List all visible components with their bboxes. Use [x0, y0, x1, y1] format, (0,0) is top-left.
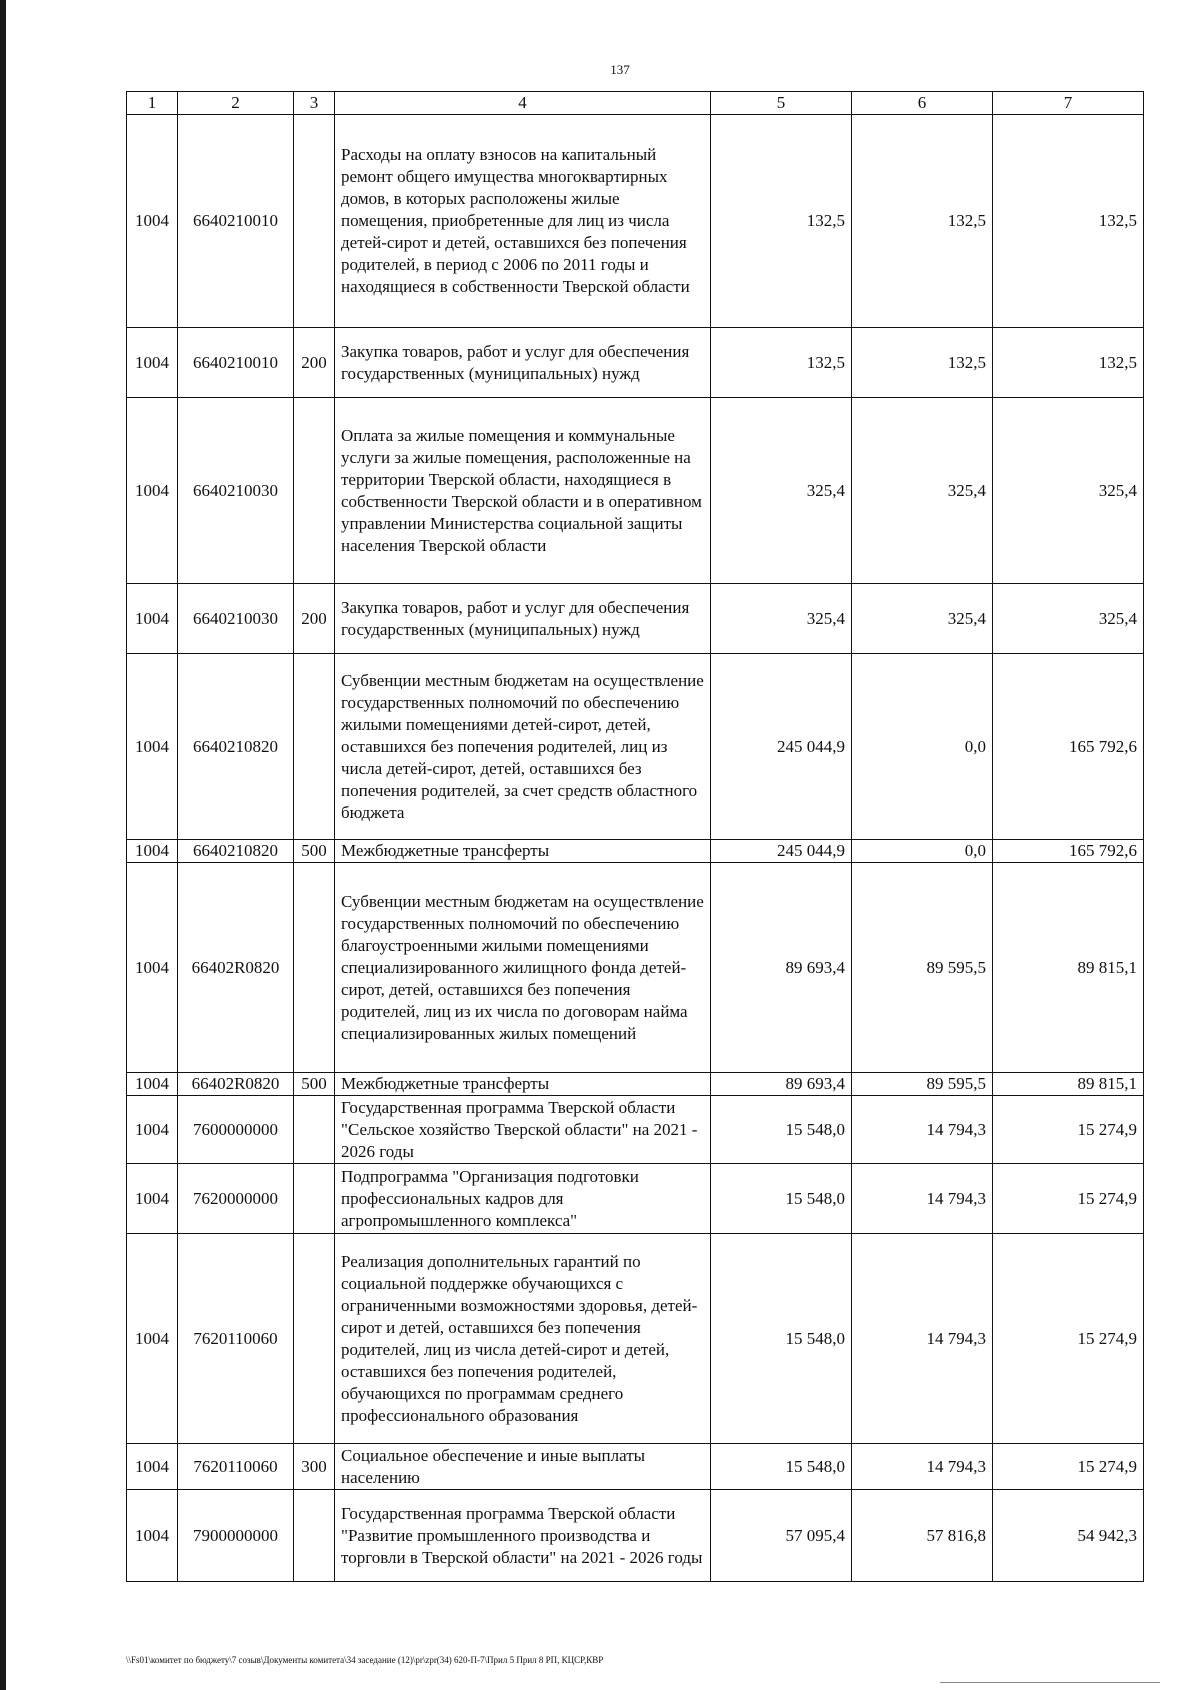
cell-vr	[294, 654, 335, 840]
cell-year-1: 57 095,4	[711, 1490, 852, 1582]
footer-file-path: \\Fs01\комитет по бюджету\7 созыв\Документы комитета\34 заседание (12)\pr\zpr(34) 620-П-7\Прил 5 Прил 8 РП, КЦСР,КВР	[126, 1655, 604, 1665]
cell-year-1: 15 548,0	[711, 1444, 852, 1490]
cell-csr: 7620110060	[178, 1444, 294, 1490]
table-row	[127, 328, 1144, 398]
cell-name: Субвенции местным бюджетам на осуществление государственных полномочий по обеспечению жилыми помещениями детей-сирот, детей, оставшихся без попечения родителей, лиц из числа детей-сирот, детей, оставшихся без попечения родителей, за счет средств областного бюджета	[335, 654, 711, 840]
cell-csr: 7620000000	[178, 1164, 294, 1234]
cell-year-2: 57 816,8	[852, 1490, 993, 1582]
cell-year-1: 132,5	[711, 115, 852, 328]
cell-year-3: 325,4	[993, 398, 1144, 584]
header-row	[127, 92, 1144, 115]
cell-razdel: 1004	[127, 840, 178, 863]
cell-vr: 300	[294, 1444, 335, 1490]
cell-vr	[294, 1490, 335, 1582]
cell-razdel: 1004	[127, 1490, 178, 1582]
cell-razdel: 1004	[127, 654, 178, 840]
cell-year-1: 15 548,0	[711, 1164, 852, 1234]
table-row	[127, 584, 1144, 654]
cell-razdel: 1004	[127, 328, 178, 398]
cell-year-3: 15 274,9	[993, 1234, 1144, 1444]
cell-razdel: 1004	[127, 1096, 178, 1164]
header-col-5: 5	[711, 92, 852, 115]
cell-name: Расходы на оплату взносов на капитальный ремонт общего имущества многоквартирных домов, в которых расположены жилые помещения, приобретенные для лиц из числа детей-сирот и детей, оставшихся без попечения родителей, в период с 2006 по 2011 годы и находящиеся в собственности Тверской области	[335, 115, 711, 328]
cell-year-2: 132,5	[852, 115, 993, 328]
cell-razdel: 1004	[127, 1234, 178, 1444]
table-row	[127, 115, 1144, 328]
cell-vr	[294, 863, 335, 1073]
cell-razdel: 1004	[127, 584, 178, 654]
cell-razdel: 1004	[127, 863, 178, 1073]
table-row	[127, 654, 1144, 840]
table-row	[127, 840, 1144, 863]
cell-razdel: 1004	[127, 115, 178, 328]
table-row	[127, 1164, 1144, 1234]
cell-year-3: 15 274,9	[993, 1096, 1144, 1164]
cell-name: Социальное обеспечение и иные выплаты населению	[335, 1444, 711, 1490]
cell-vr: 200	[294, 584, 335, 654]
table-row	[127, 1444, 1144, 1490]
cell-csr: 7900000000	[178, 1490, 294, 1582]
cell-year-2: 14 794,3	[852, 1164, 993, 1234]
cell-name: Межбюджетные трансферты	[335, 1073, 711, 1096]
cell-year-2: 89 595,5	[852, 863, 993, 1073]
cell-name: Оплата за жилые помещения и коммунальные услуги за жилые помещения, расположенные на территории Тверской области, находящиеся в собственности Тверской области и в оперативном управлении Министерства социальной защиты населения Тверской области	[335, 398, 711, 584]
cell-year-2: 89 595,5	[852, 1073, 993, 1096]
cell-year-1: 245 044,9	[711, 654, 852, 840]
table-row	[127, 863, 1144, 1073]
cell-csr: 6640210820	[178, 654, 294, 840]
cell-name: Субвенции местным бюджетам на осуществление государственных полномочий по обеспечению благоустроенными жилыми помещениями специализированного жилищного фонда детей-сирот, детей, оставшихся без попечения родителей, лиц из их числа по договорам найма специализированных жилых помещений	[335, 863, 711, 1073]
cell-year-3: 132,5	[993, 115, 1144, 328]
cell-name: Межбюджетные трансферты	[335, 840, 711, 863]
table-row	[127, 1096, 1144, 1164]
table-row	[127, 1490, 1144, 1582]
cell-name: Подпрограмма "Организация подготовки профессиональных кадров для агропромышленного комплекса"	[335, 1164, 711, 1234]
cell-year-2: 0,0	[852, 654, 993, 840]
cell-csr: 7620110060	[178, 1234, 294, 1444]
cell-razdel: 1004	[127, 398, 178, 584]
cell-year-2: 14 794,3	[852, 1096, 993, 1164]
cell-year-3: 15 274,9	[993, 1164, 1144, 1234]
scan-edge	[0, 0, 6, 1690]
cell-year-1: 132,5	[711, 328, 852, 398]
cell-year-1: 89 693,4	[711, 1073, 852, 1096]
cell-vr: 500	[294, 840, 335, 863]
cell-vr: 500	[294, 1073, 335, 1096]
table-row	[127, 1073, 1144, 1096]
cell-vr	[294, 115, 335, 328]
cell-year-1: 15 548,0	[711, 1096, 852, 1164]
header-col-2: 2	[178, 92, 294, 115]
cell-year-3: 15 274,9	[993, 1444, 1144, 1490]
cell-csr: 6640210030	[178, 398, 294, 584]
cell-razdel: 1004	[127, 1164, 178, 1234]
cell-csr: 66402R0820	[178, 1073, 294, 1096]
header-col-6: 6	[852, 92, 993, 115]
cell-year-3: 165 792,6	[993, 840, 1144, 863]
cell-year-2: 325,4	[852, 584, 993, 654]
cell-year-3: 89 815,1	[993, 863, 1144, 1073]
cell-year-3: 54 942,3	[993, 1490, 1144, 1582]
cell-vr	[294, 1234, 335, 1444]
header-col-1: 1	[127, 92, 178, 115]
cell-year-2: 14 794,3	[852, 1234, 993, 1444]
cell-name: Закупка товаров, работ и услуг для обеспечения государственных (муниципальных) нужд	[335, 584, 711, 654]
cell-year-1: 325,4	[711, 584, 852, 654]
budget-table	[126, 91, 1144, 1582]
cell-vr	[294, 398, 335, 584]
cell-year-2: 0,0	[852, 840, 993, 863]
header-col-7: 7	[993, 92, 1144, 115]
cell-year-2: 14 794,3	[852, 1444, 993, 1490]
cell-year-3: 165 792,6	[993, 654, 1144, 840]
table-row	[127, 398, 1144, 584]
cell-vr	[294, 1096, 335, 1164]
cell-vr	[294, 1164, 335, 1234]
table-row	[127, 1234, 1144, 1444]
cell-year-3: 89 815,1	[993, 1073, 1144, 1096]
cell-year-1: 245 044,9	[711, 840, 852, 863]
cell-year-1: 325,4	[711, 398, 852, 584]
cell-csr: 66402R0820	[178, 863, 294, 1073]
cell-year-1: 15 548,0	[711, 1234, 852, 1444]
cell-csr: 7600000000	[178, 1096, 294, 1164]
cell-name: Государственная программа Тверской области "Развитие промышленного производства и торговли в Тверской области" на 2021 - 2026 годы	[335, 1490, 711, 1582]
header-col-4: 4	[335, 92, 711, 115]
cell-csr: 6640210010	[178, 115, 294, 328]
cell-csr: 6640210820	[178, 840, 294, 863]
header-col-3: 3	[294, 92, 335, 115]
cell-year-2: 132,5	[852, 328, 993, 398]
cell-name: Реализация дополнительных гарантий по социальной поддержке обучающихся с ограниченными возможностями здоровья, детей-сирот и детей, оставшихся без попечения родителей, лиц из числа детей-сирот и детей, оставшихся без попечения родителей, обучающихся по программам среднего профессионального образования	[335, 1234, 711, 1444]
cell-name: Государственная программа Тверской области "Сельское хозяйство Тверской области" на 2021 - 2026 годы	[335, 1096, 711, 1164]
cell-razdel: 1004	[127, 1444, 178, 1490]
cell-csr: 6640210030	[178, 584, 294, 654]
cell-year-1: 89 693,4	[711, 863, 852, 1073]
cell-razdel: 1004	[127, 1073, 178, 1096]
cell-csr: 6640210010	[178, 328, 294, 398]
footer-divider	[940, 1682, 1160, 1683]
cell-year-2: 325,4	[852, 398, 993, 584]
cell-year-3: 325,4	[993, 584, 1144, 654]
cell-name: Закупка товаров, работ и услуг для обеспечения государственных (муниципальных) нужд	[335, 328, 711, 398]
cell-vr: 200	[294, 328, 335, 398]
page-number: 137	[610, 62, 630, 77]
cell-year-3: 132,5	[993, 328, 1144, 398]
